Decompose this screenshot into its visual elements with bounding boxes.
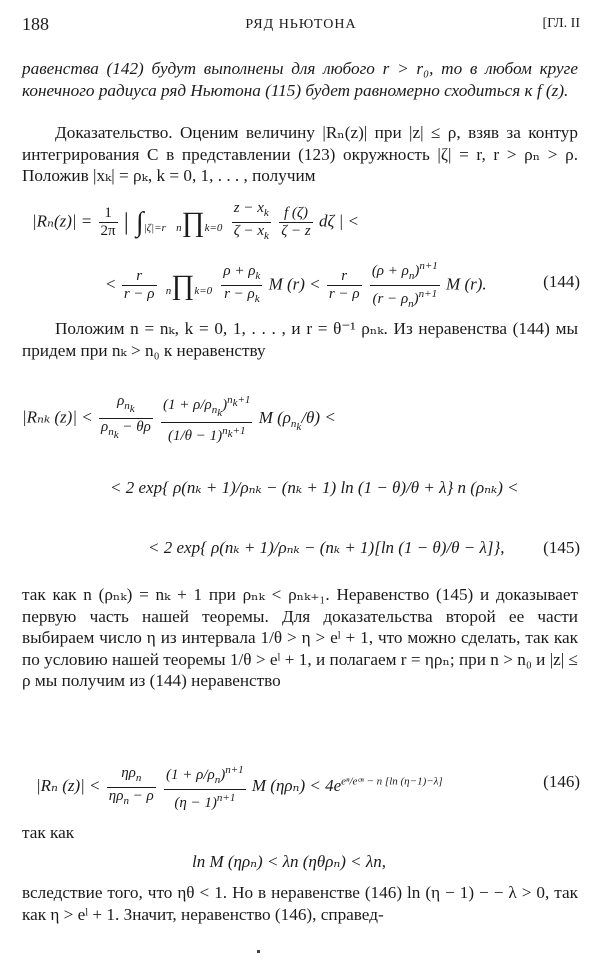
paragraph-theorem-end: равенства (142) будут выполнены для любого r > r₀, то в любом круге конечного радиуса ряд Ньютона (115) будет равномерно сходиться к f (z).	[22, 59, 578, 100]
paragraph-consequence: вследствие того, что ηθ < 1. Но в неравенстве (146) ln (η − 1) − − λ > 0, так как η > eˡ + 1. Значит, неравенство (146), справед-	[22, 883, 578, 924]
equation-number-145: (145)	[543, 538, 580, 557]
eq145-rhs: <	[324, 407, 336, 427]
chapter-label: [ГЛ. II	[542, 16, 580, 31]
eq146-mid: M (ηρₙ) < 4e	[251, 775, 342, 795]
eq144-frac4: $\frac{\rho + \rho_k}{r - \rho_k}$	[223, 263, 261, 305]
eq146-frac1: $\frac{\eta\rho_n}{\eta\rho_n - \rho}$	[108, 764, 154, 807]
eq144-mid: M (r) <	[268, 274, 321, 294]
eq145-lhs: |Rₙₖ (z)| <	[22, 407, 93, 427]
eq144-rhs: dζ | <	[318, 211, 359, 231]
eq144-frac5: $\frac{r}{r - \rho}$	[328, 268, 360, 302]
eq144-frac1: $\frac{z - x_k}{\zeta - x_k}$	[233, 200, 269, 242]
equation-145-line3: < 2 exp{ ρ(nₖ + 1)/ρₙₖ − (nₖ + 1)[ln (1 − θ)/θ − λ]},	[148, 538, 505, 557]
equation-146: |Rₙ (z)| < $\frac{\eta\rho_n}{\eta\rho_n - \rho}$ $\frac{(1 + \rho/\rho_n)^{n+1}}{(\eta - 1)^{n+1}}$ M $(\eta\rho_n) < 4e^{e^n/eᶜ^n - n [ln (\eta-1)-\lambda]}$	[36, 764, 443, 811]
equation-number-146: (146)	[543, 772, 580, 791]
paragraph-set-n: Положим n = nₖ, k = 0, 1, . . . , и r = θ⁻¹ ρₙₖ. Из неравенства (144) мы придем при nₖ > n₀ к неравенству	[22, 319, 578, 360]
page-header	[22, 14, 580, 38]
equation-145-line2: < 2 exp{ ρ(nₖ + 1)/ρₙₖ − (nₖ + 1) ln (1 − θ)/θ + λ} n (ρₙₖ) <	[110, 478, 519, 497]
equation-144-line2: < $\frac{r}{r - \rho}$ n∏k=0 $\frac{\rho + \rho_k}{r - \rho_k}$ M (r) < $\frac{r}{r - \rho}$ $\frac{(\rho + \rho_n)^{n+1}}{(r - \rho_n)^{n+1}}$ M (r).	[106, 258, 487, 308]
equation-number-144: (144)	[543, 272, 580, 291]
eq144-product: n∏k=0	[176, 206, 223, 238]
eq144-frac2: $\frac{f (\zeta)}{\zeta - z}$	[281, 205, 311, 239]
equation-ln-M: ln M (ηρₙ) < λn (ηθρₙ) < λn,	[192, 852, 387, 871]
eq144-product2: n∏k=0	[165, 269, 213, 301]
eq146-frac2: $\frac{(1 + \rho/\rho_n)^{n+1}}{(\eta - 1)^{n+1}}$	[166, 764, 244, 811]
eq145-frac1: $\frac{\rho_{n_k}}{\rho_{n_k} - \theta\rho}$	[100, 392, 151, 442]
eq146-lhs: |Rₙ (z)| <	[36, 775, 101, 795]
eq144-coef: $\frac{1}{2\pi}$	[100, 205, 116, 239]
paragraph-proof: Доказательство. Оценим величину |Rₙ(z)| при |z| ≤ ρ, взяв за контур интегрирования C в представлении (123) окружность |ζ| = r, r > ρₙ > ρ. Положив |xₖ| = ρₖ, k = 0, 1, . . . , получим	[22, 123, 578, 185]
equation-144-line1: |Rₙ(z)| = $\frac{1}{2\pi}$ | ∫|ζ|=r n∏k=0 $\frac{z - x_k}{\zeta - x_k}$ $\frac{f (\zeta)}{\zeta - z}$ dζ | <	[32, 200, 359, 250]
page-number: 188	[22, 14, 49, 34]
paragraph-since: так как	[22, 823, 75, 842]
eq144-lhs: |Rₙ(z)| =	[32, 211, 93, 231]
paragraph-first-part: так как n (ρₙₖ) = nₖ + 1 при ρₙₖ < ρₙₖ₊₁. Неравенство (145) и доказывает первую часть нашей теоремы. Для доказательства второй ее части выбираем число η из интервала 1/θ > η > eˡ + 1, что можно сделать, так как по условию нашей теоремы 1/θ > eˡ + 1, и полагаем r = ηρₙ; при n > n₀ и |z| ≤ ρ мы получим из (144) неравенство	[22, 585, 578, 690]
equation-145-line1: |Rₙₖ (z)| < $\frac{\rho_{n_k}}{\rho_{n_k} - \theta\rho}$ $\frac{(1 + \rho/\rho_{n_k})^{n_k+1}}{(1/\theta - 1)^{n_k+1}}$ M $(\rho_{n_k}/\theta)$ <	[22, 392, 336, 445]
eq144-frac3: $\frac{r}{r - \rho}$	[123, 268, 155, 302]
running-title: РЯД НЬЮТОНА	[245, 17, 357, 32]
eq145-frac2: $\frac{(1 + \rho/\rho_{n_k})^{n_k+1}}{(1/\theta - 1)^{n_k+1}}$	[163, 394, 251, 445]
eq144-integral: ∫|ζ|=r	[135, 206, 166, 238]
print-dot	[257, 950, 260, 953]
eq144-frac6: $\frac{(\rho + \rho_n)^{n+1}}{(r - \rho_n)^{n+1}}$	[371, 260, 438, 310]
eq144-end: M (r).	[446, 274, 487, 294]
